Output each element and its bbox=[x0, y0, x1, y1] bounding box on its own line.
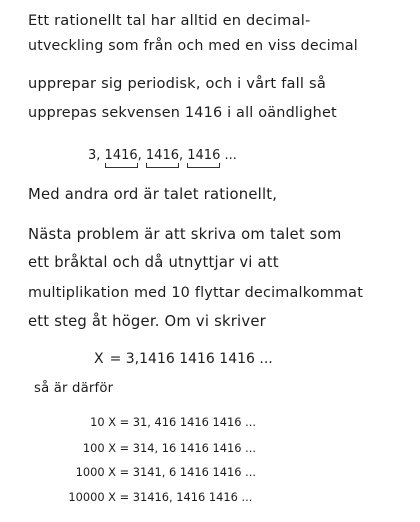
equation-100x bbox=[58, 441, 256, 455]
periodic-sequence: 3, 1416, 1416, 1416 ... bbox=[88, 148, 237, 166]
equation-10000x-lhs: 10000 X bbox=[68, 490, 116, 504]
equation-1000x-lhs: 1000 X bbox=[75, 465, 116, 479]
equation-main bbox=[94, 351, 273, 367]
paragraph2-line-1: Nästa problem är att skriva om talet som bbox=[28, 226, 342, 243]
paragraph2-line-3: multiplikation med 10 flyttar decimalkommat bbox=[28, 285, 364, 301]
equation-100x-lhs: 100 X bbox=[82, 441, 116, 455]
sequence-group-3: 1416 bbox=[187, 148, 220, 166]
equation-10000x-rhs: = 31416, 1416 1416 ... bbox=[119, 490, 253, 504]
paragraph1-line-4: upprepas sekvensen 1416 i all oändlighet bbox=[28, 105, 337, 121]
equation-main-rhs: = 3,1416 1416 1416 ... bbox=[109, 351, 273, 367]
paragraph2-line-4: ett steg åt höger. Om vi skriver bbox=[28, 313, 266, 330]
equation-10x-lhs: 10 X bbox=[90, 415, 116, 429]
sequence-group-1: 1416 bbox=[105, 148, 138, 166]
equation-10x bbox=[58, 415, 256, 429]
paragraph1-line-3: upprepar sig periodisk, och i vårt fall så bbox=[28, 75, 326, 92]
sequence-group-2: 1416 bbox=[146, 148, 179, 166]
equation-1000x bbox=[58, 465, 256, 479]
equation-10000x bbox=[58, 490, 252, 504]
sequence-lead: 3, bbox=[88, 148, 101, 163]
paragraph2-line-2: ett bråktal och då utnyttjar vi att bbox=[28, 254, 279, 271]
equation-main-lhs: X bbox=[94, 351, 104, 367]
paragraph1-line-1: Ett rationellt tal har alltid en decimal- bbox=[28, 12, 311, 29]
sequence-tail: ... bbox=[224, 148, 237, 163]
therefore-text: så är därför bbox=[34, 381, 114, 396]
paragraph1-line-2: utveckling som från och med en viss decimal bbox=[28, 38, 358, 54]
equation-100x-rhs: = 314, 16 1416 1416 ... bbox=[119, 441, 256, 455]
equation-10x-rhs: = 31, 416 1416 1416 ... bbox=[119, 415, 256, 429]
sentence-rational: Med andra ord är talet rationellt, bbox=[28, 186, 278, 203]
equation-1000x-rhs: = 3141, 6 1416 1416 ... bbox=[119, 465, 256, 479]
